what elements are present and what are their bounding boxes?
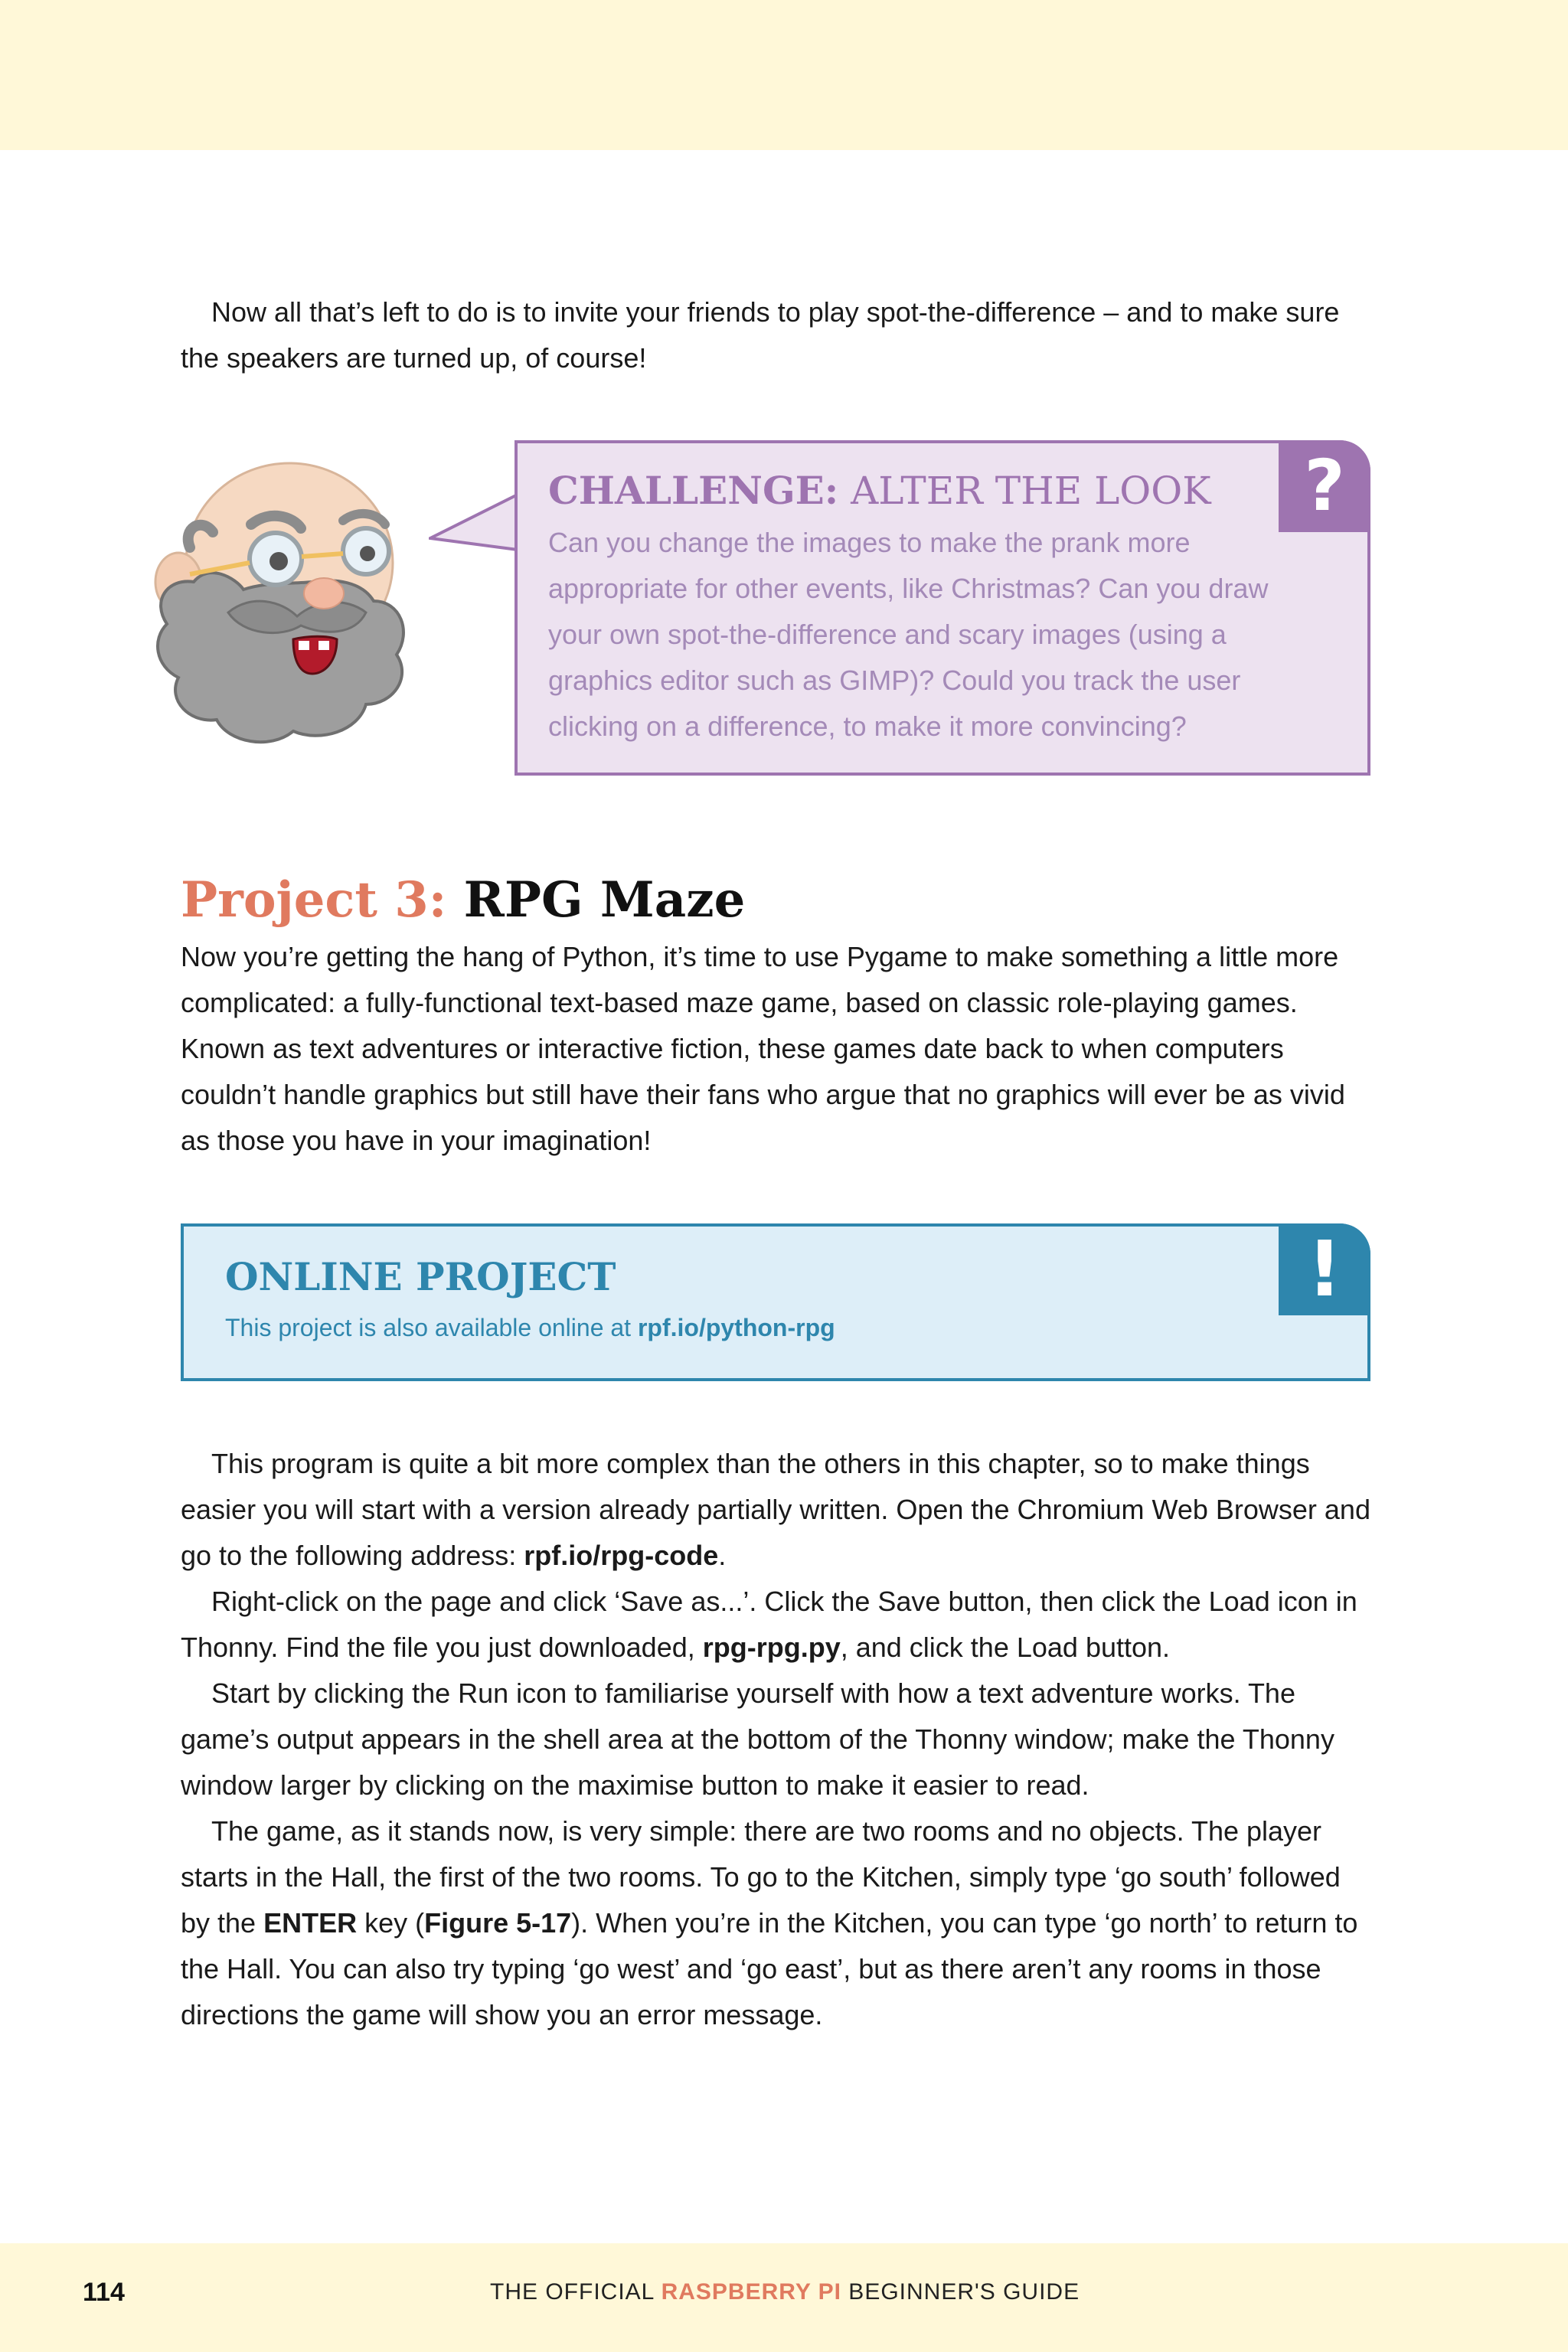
exclamation-icon: ! [1279,1223,1370,1315]
filename: rpg-rpg.py [702,1632,841,1663]
challenge-body: Can you change the images to make the prank more appropriate for other events, like Christmas? Can you draw your own spot-the-difference and scary images (using a graphics editor such as GIMP)? Could you track the user clicking on a difference, to make it more convincing? [548,527,1269,742]
top-band [0,0,1568,150]
body-paragraph-1: This program is quite a bit more complex than the others in this chapter, so to make things easier you will start with a version already partially written. Open the Chromium Web Browser and go to the following address: rpf.io/rpg-code. [181,1448,1370,1571]
project-description: Now you’re getting the hang of Python, it’s time to use Pygame to make something a little more complicated: a fully-functional text-based maze game, based on classic role-playing games. Known as text adventures or interactive fiction, these games date back to when computers couldn’t handle graphics but still have their fans who argue that no graphics will ever be as vivid as those you have in your imagination! [181,941,1345,1156]
challenge-box [514,440,1370,776]
body-paragraph-2: Right-click on the page and click ‘Save as...’. Click the Save button, then click the Load icon in Thonny. Find the file you just downloaded, rpg-rpg.py, and click the Load button. [181,1586,1357,1663]
body-paragraph-3: Start by clicking the Run icon to familiarise yourself with how a text adventure works. The game’s output appears in the shell area at the bottom of the Thonny window; make the Thonny window larger by clicking on the maximise button to make it easier to read. [181,1677,1334,1801]
question-mark-icon: ? [1279,440,1370,532]
rpg-code-link[interactable]: rpf.io/rpg-code [524,1540,719,1571]
online-project-box [181,1223,1370,1381]
figure-reference: Figure 5-17 [424,1907,572,1939]
book-title: THE OFFICIAL RASPBERRY PI BEGINNER'S GUIDE [490,2279,1080,2305]
wizard-mascot-illustration [136,448,466,754]
intro-paragraph: Now all that’s left to do is to invite your friends to play spot-the-difference – and to make sure the speakers are turned up, of course! [181,296,1340,374]
project-heading: Project 3: RPG Maze [181,871,746,929]
speech-pointer [429,490,519,559]
challenge-title: CHALLENGE: ALTER THE LOOK [548,468,1211,513]
online-project-title: ONLINE PROJECT [225,1254,616,1299]
body-paragraph-4: The game, as it stands now, is very simple: there are two rooms and no objects. The player starts in the Hall, the first of the two rooms. To go to the Kitchen, simply type ‘go south’ followed by the ENTER key (Figure 5-17). When you’re in the Kitchen, you can type ‘go north’ to return to the Hall. You can also try typing ‘go west’ and ‘go east’, but as there aren’t any rooms in those directions the game will show you an error message. [181,1815,1358,2030]
page-number: 114 [83,2278,125,2307]
enter-key: ENTER [263,1907,358,1939]
online-project-link[interactable]: rpf.io/python-rpg [637,1314,835,1341]
online-project-text: This project is also available online at rpf.io/python-rpg [225,1314,835,1341]
